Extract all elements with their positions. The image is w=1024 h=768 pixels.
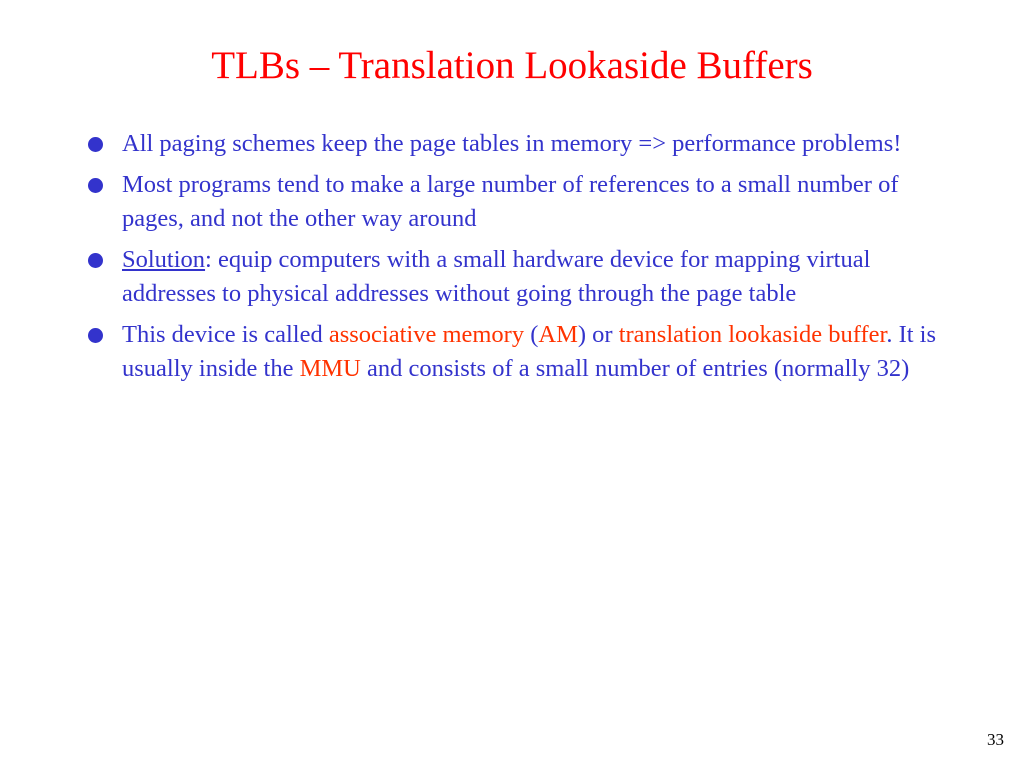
highlight-associative-memory: associative memory [328,321,525,348]
bullet-term-solution: Solution [122,246,206,273]
highlight-translation-lookaside-buffer: translation lookaside buffer [618,321,887,348]
highlight-mmu: MMU [299,355,361,382]
bullet-text-part: and consists of a small number of entries (normally 32) [360,355,910,382]
bullet-dot-icon [88,253,103,268]
bullet-dot-icon [88,137,103,152]
bullet-item-1 [85,127,945,161]
page-number: 33 [987,730,1004,749]
bullet-text-part: ( [524,321,539,348]
bullet-text: Most programs tend to make a large number of references to a small number of pages, and not the other way around [122,171,899,232]
bullet-text: All paging schemes keep the page tables in memory => performance problems! [122,130,902,157]
highlight-am: AM [538,321,578,348]
slide-title: TLBs – Translation Lookaside Buffers [211,44,813,87]
bullet-dot-icon [88,328,103,343]
bullet-list [85,127,945,393]
bullet-dot-icon [88,178,103,193]
bullet-item-2 [85,168,945,236]
bullet-text-part: ) or [577,321,619,348]
bullet-item-3 [85,243,945,311]
bullet-text: : equip computers with a small hardware device for mapping virtual addresses to physical addresses without going through the page table [122,246,871,307]
bullet-item-4 [85,318,945,386]
bullet-text-part: . It is usually inside the [122,321,937,382]
bullet-text-part: This device is called [122,321,329,348]
